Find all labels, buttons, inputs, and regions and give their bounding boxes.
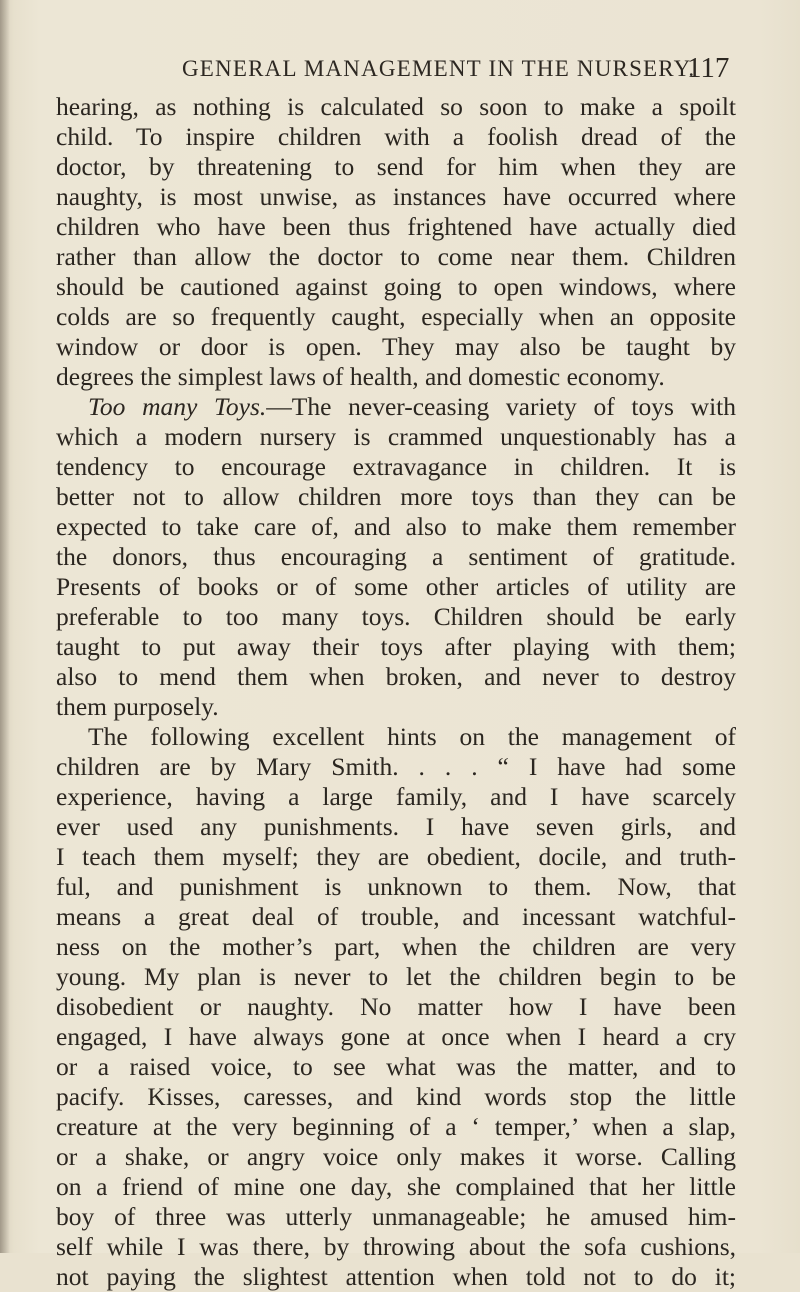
binding-shadow bbox=[0, 0, 10, 1253]
text-line: child. To inspire children with a foolish dread of the bbox=[56, 122, 736, 151]
text-line: taught to put away their toys after playing with them; bbox=[56, 632, 736, 661]
text-line-content: —The never-ceasing variety of toys with bbox=[266, 392, 736, 421]
text-line: disobedient or naughty. No matter how I have been bbox=[56, 992, 736, 1021]
section-heading: Too many Toys. bbox=[88, 392, 267, 421]
text-line: preferable to too many toys. Children should be early bbox=[56, 602, 736, 631]
text-line: window or door is open. They may also be taught by bbox=[56, 332, 736, 361]
text-line: children are by Mary Smith. . . . “ I have had some bbox=[56, 752, 736, 781]
page-number: 117 bbox=[687, 52, 730, 84]
text-line: ful, and punishment is unknown to them. Now, that bbox=[56, 872, 736, 901]
text-line: creature at the very beginning of a ‘ temper,’ when a slap, bbox=[56, 1112, 736, 1141]
text-line: pacify. Kisses, caresses, and kind words stop the little bbox=[56, 1082, 736, 1111]
text-line: The following excellent hints on the management of bbox=[88, 722, 736, 751]
text-line: engaged, I have always gone at once when I heard a cry bbox=[56, 1022, 736, 1051]
text-line: which a modern nursery is crammed unquestionably has a bbox=[56, 422, 736, 451]
text-line: self while I was there, by throwing about the sofa cushions, bbox=[56, 1232, 736, 1261]
text-line: doctor, by threatening to send for him when they are bbox=[56, 152, 736, 181]
text-line: or a raised voice, to see what was the matter, and to bbox=[56, 1052, 736, 1081]
text-line: experience, having a large family, and I have scarcely bbox=[56, 782, 736, 811]
text-line: should be cautioned against going to open windows, where bbox=[56, 272, 736, 301]
text-line: means a great deal of trouble, and incessant watchful- bbox=[56, 902, 736, 931]
text-line: Presents of books or of some other articles of utility are bbox=[56, 572, 736, 601]
text-line: hearing, as nothing is calculated so soon to make a spoilt bbox=[56, 92, 736, 121]
text-line: rather than allow the doctor to come near them. Children bbox=[56, 242, 736, 271]
text-line bbox=[56, 392, 736, 422]
text-line: ever used any punishments. I have seven girls, and bbox=[56, 812, 736, 841]
text-line: the donors, thus encouraging a sentiment of gratitude. bbox=[56, 542, 736, 571]
text-line: young. My plan is never to let the children begin to be bbox=[56, 962, 736, 991]
text-line: also to mend them when broken, and never to destroy bbox=[56, 662, 736, 691]
text-line: on a friend of mine one day, she complained that her little bbox=[56, 1172, 736, 1201]
text-line: I teach them myself; they are obedient, docile, and truth- bbox=[56, 842, 736, 871]
text-line: boy of three was utterly unmanageable; he amused him- bbox=[56, 1202, 736, 1231]
text-line: or a shake, or angry voice only makes it worse. Calling bbox=[56, 1142, 736, 1171]
text-line: colds are so frequently caught, especially when an opposite bbox=[56, 302, 736, 331]
text-line: children who have been thus frightened have actually died bbox=[56, 212, 736, 241]
text-line: expected to take care of, and also to make them remember bbox=[56, 512, 736, 541]
body-text bbox=[56, 92, 736, 1292]
running-head bbox=[0, 52, 800, 92]
text-line: naughty, is most unwise, as instances have occurred where bbox=[56, 182, 736, 211]
text-line: degrees the simplest laws of health, and domestic economy. bbox=[56, 362, 665, 391]
text-line: better not to allow children more toys than they can be bbox=[56, 482, 736, 511]
text-line: them purposely. bbox=[56, 692, 219, 721]
running-head-title: GENERAL MANAGEMENT IN THE NURSERY. bbox=[182, 56, 696, 81]
text-line: not paying the slightest attention when told not to do it; bbox=[56, 1262, 736, 1291]
text-line: ness on the mother’s part, when the children are very bbox=[56, 932, 736, 961]
text-line: tendency to encourage extravagance in children. It is bbox=[56, 452, 736, 481]
